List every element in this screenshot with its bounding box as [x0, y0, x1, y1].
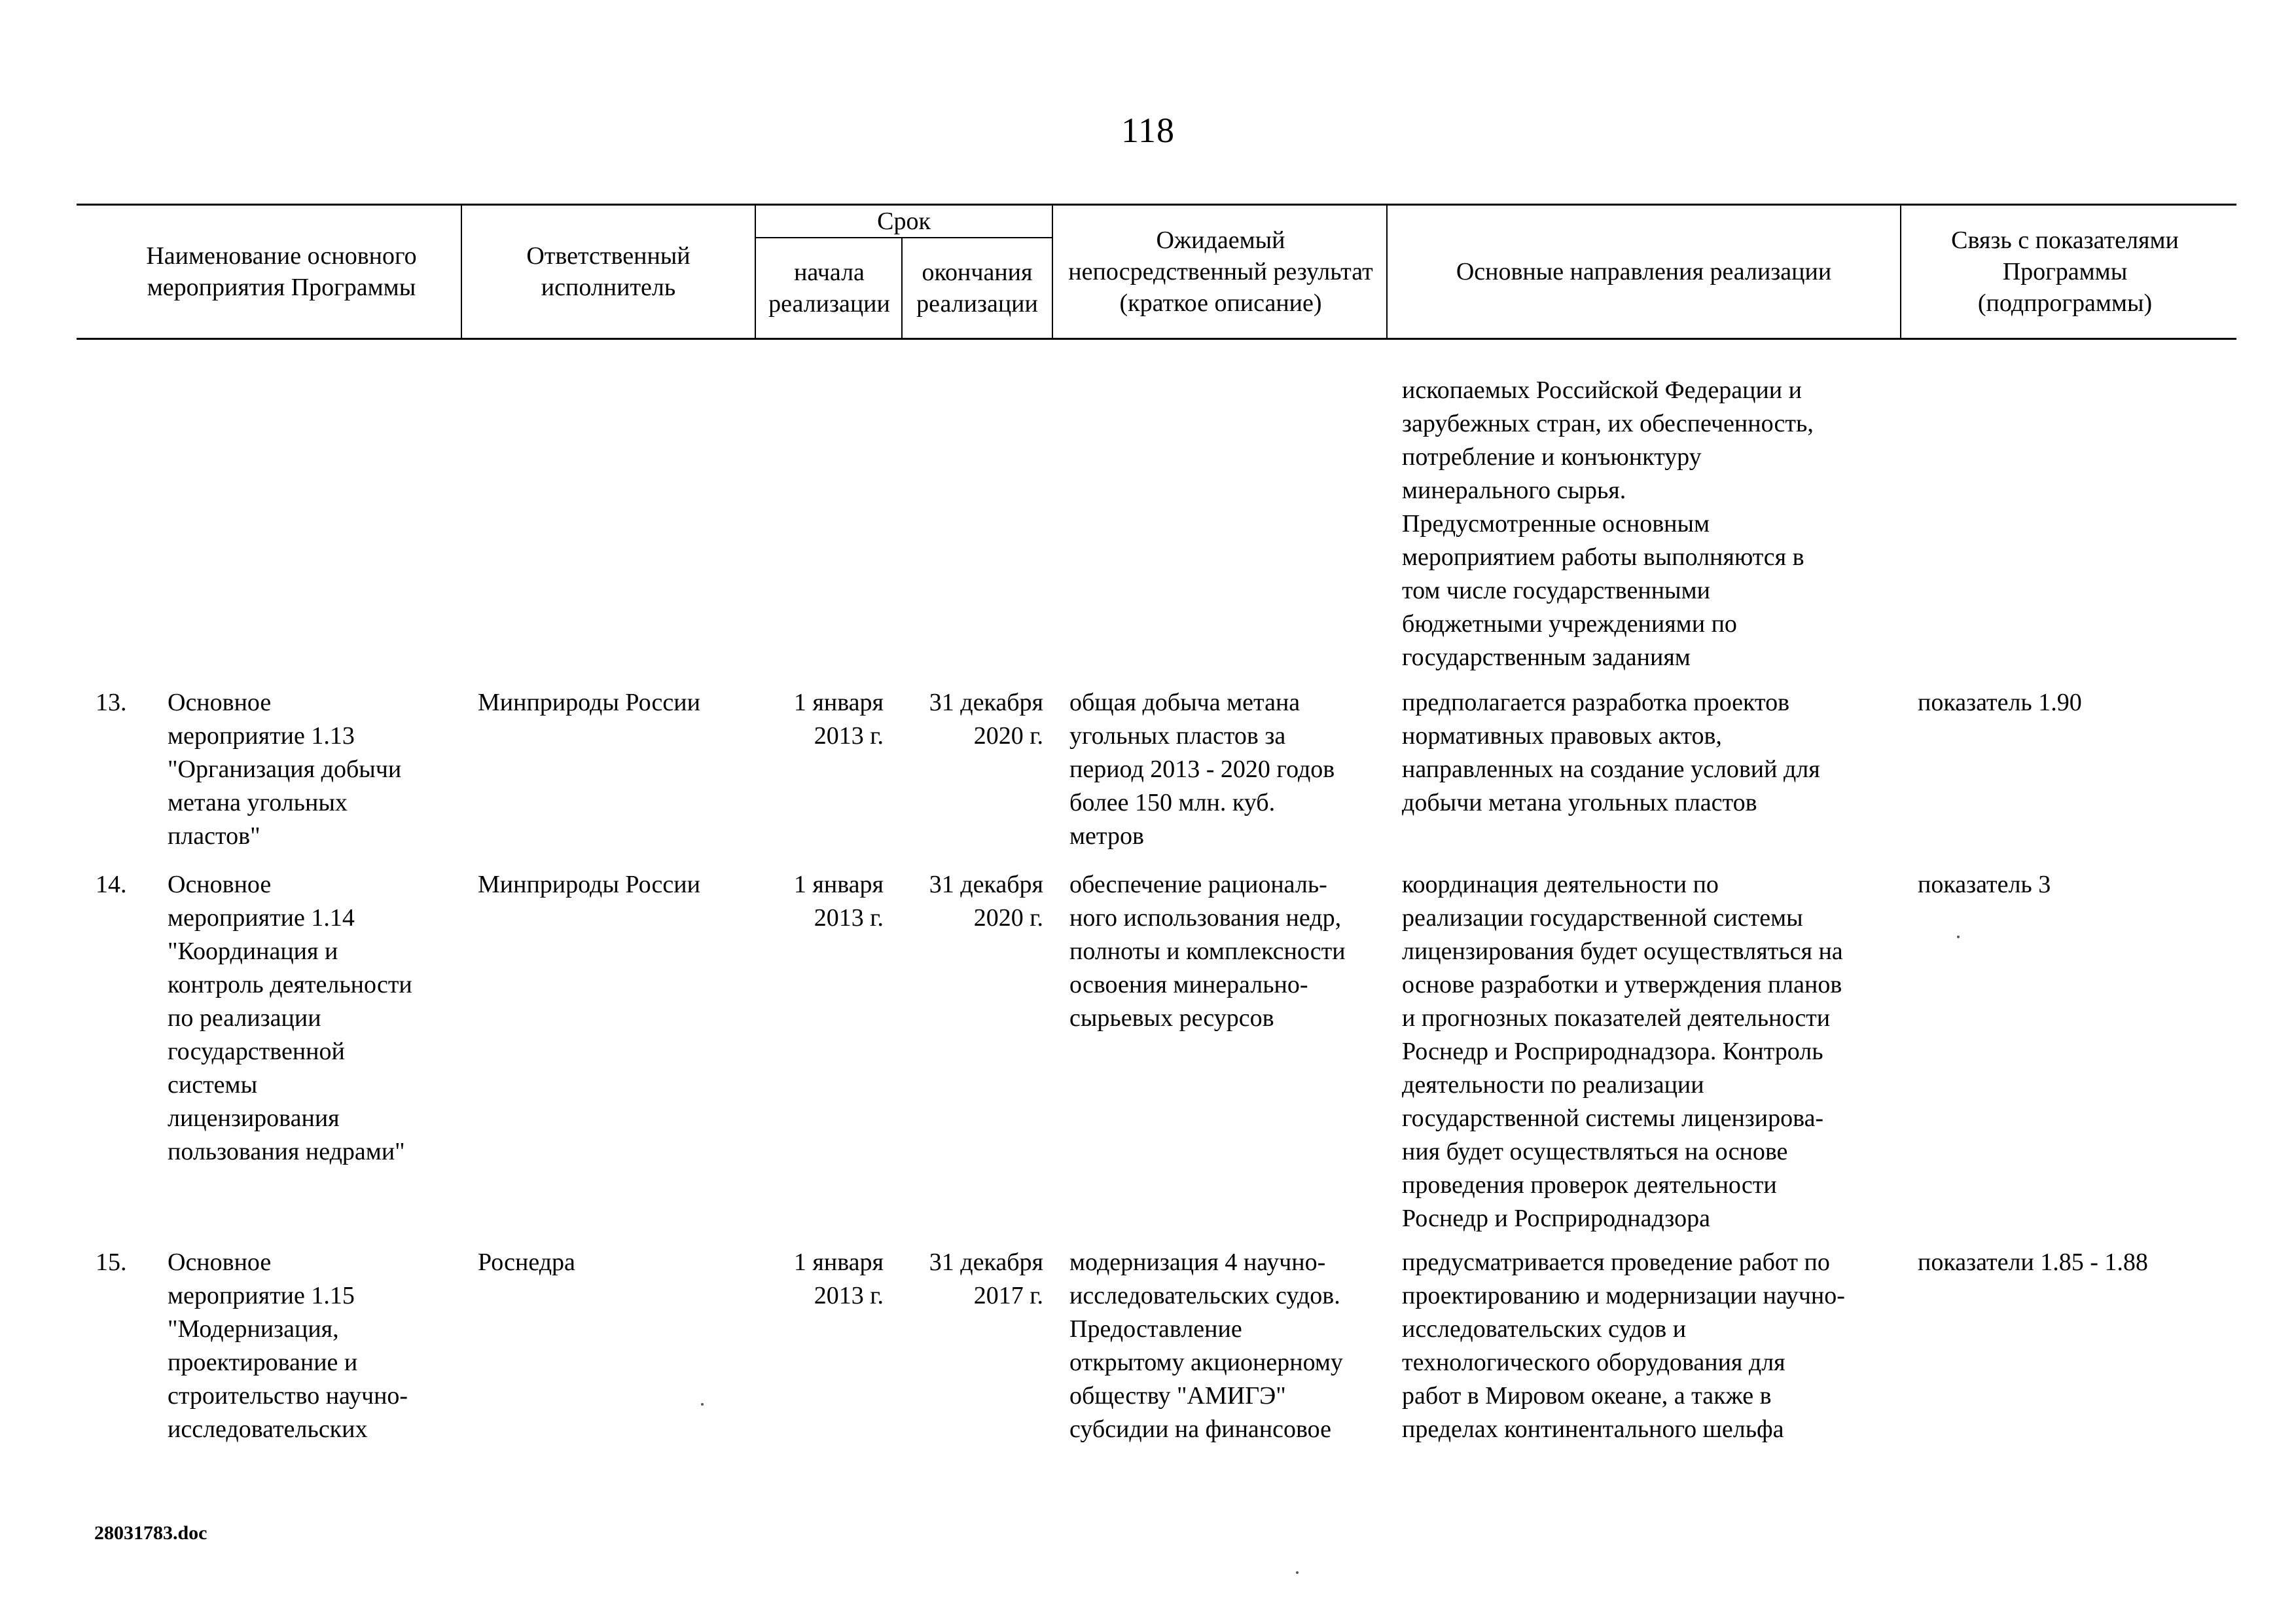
row-link: показатель 3: [1918, 871, 2051, 898]
row-link: показатели 1.85 - 1.88: [1918, 1249, 2148, 1276]
row-executor: Минприроды России: [478, 871, 700, 898]
row-number: 15.: [96, 1249, 127, 1276]
row-result: модернизация 4 научно- исследовательских судов. Предоставление открытому акционерному обществу "АМИГЭ" субсидии на финансовое: [1069, 1249, 1343, 1443]
header-start: начала реализации: [768, 259, 890, 318]
row-result: обеспечение рациональ- ного использования недр, полноты и комплексности освоения минерально- сырьевых ресурсов: [1069, 871, 1346, 1032]
header-executor: Ответственный исполнитель: [526, 242, 691, 301]
header-name: Наименование основного мероприятия Программы: [146, 242, 417, 301]
row-executor: Минприроды России: [478, 689, 700, 716]
row-name: Основное мероприятие 1.15 "Модернизация, проектирование и строительство научно- исследовательских: [168, 1249, 408, 1443]
continuation-directions: ископаемых Российской Федерации и зарубежных стран, их обеспеченность, потребление и конъюнктуру минерального сырья. Предусмотренные основным мероприятием работы выполняются в том числе государственными бюджетными учреждениями по государственным заданиям: [1402, 376, 1814, 671]
row-end: 31 декабря 2017 г.: [929, 1249, 1043, 1309]
header-bottom-rule: [77, 338, 2236, 340]
row-name: Основное мероприятие 1.13 "Организация добычи метана угольных пластов": [168, 689, 402, 850]
header-result: Ожидаемый непосредственный результат (краткое описание): [1068, 226, 1373, 317]
row-end: 31 декабря 2020 г.: [929, 689, 1043, 750]
footer-filename: 28031783.doc: [94, 1522, 207, 1544]
row-result: общая добыча метана угольных пластов за период 2013 - 2020 годов более 150 млн. куб. метров: [1069, 689, 1335, 850]
page-number: 118: [1121, 111, 1175, 150]
header-term: Срок: [877, 207, 931, 235]
scan-speck: [701, 1403, 704, 1406]
row-link: показатель 1.90: [1918, 689, 2082, 716]
row-directions: предусматривается проведение работ по проектированию и модернизации научно- исследовательских судов и технологического оборудования для работ в Мировом океане, а также в пределах континентального шельфа: [1402, 1249, 1845, 1443]
scan-speck: [1296, 1571, 1299, 1574]
header-directions: Основные направления реализации: [1456, 257, 1832, 285]
row-name: Основное мероприятие 1.14 "Координация и контроль деятельности по реализации государственной системы лицензирования пользования недрами": [168, 871, 412, 1165]
row-number: 14.: [96, 871, 127, 898]
row-start: 1 января 2013 г.: [793, 1249, 884, 1309]
row-end: 31 декабря 2020 г.: [929, 871, 1043, 932]
header-link: Связь с показателями Программы (подпрограммы): [1951, 226, 2179, 317]
row-executor: Роснедра: [478, 1249, 575, 1276]
row-number: 13.: [96, 689, 127, 716]
scan-speck: [1957, 936, 1960, 938]
row-start: 1 января 2013 г.: [793, 689, 884, 750]
row-directions: координация деятельности по реализации государственной системы лицензирования будет осуществляться на основе разработки и утверждения планов и прогнозных показателей деятельности Роснедр и Росприроднадзора. Контроль деятельности по реализации государственной системы лицензирова- ния будет осуществляться на основе проведения проверок деятельности Роснедр и Росприроднадзора: [1402, 871, 1843, 1232]
header-divider: [1052, 204, 1053, 339]
row-directions: предполагается разработка проектов нормативных правовых актов, направленных на создание условий для добычи метана угольных пластов: [1402, 689, 1820, 816]
header-end: окончания реализации: [916, 259, 1038, 318]
row-start: 1 января 2013 г.: [793, 871, 884, 932]
